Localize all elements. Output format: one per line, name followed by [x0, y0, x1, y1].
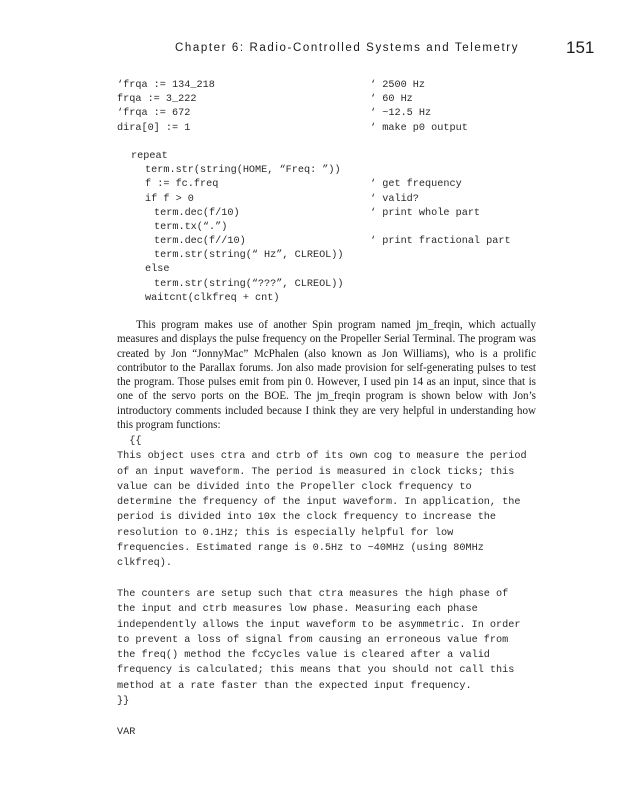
- body-paragraph: This program makes use of another Spin program named jm_freqin, which actually measures and displays the pulse frequency on the Propeller Serial Terminal. The program was created by Jon “JonnyMac” McPhalen (also known as Jon Williams), who is a prolific contributor to the Parallax forums. Jon also made provision for self-generating pulses to test the program. Those pulses emit from pin 0. However, I used pin 14 as an input, since that is one of the servo ports on the BOE. The jm_freqin program is shown below with Jon’s introductory comments included because I think they are very helpful in understanding how this program functions:: [117, 319, 536, 432]
- doc-line: the freq() method the fcCycles value is cleared after a valid: [117, 650, 490, 662]
- doc-comment-listing: [117, 434, 527, 740]
- code-statement: term.dec(f/10): [154, 207, 240, 219]
- code-statement: ‘frqa := 672: [117, 108, 191, 120]
- code-statement: dira[0] := 1: [117, 122, 191, 134]
- code-comment: ‘ make p0 output: [370, 122, 468, 134]
- doc-line: }}: [117, 696, 130, 708]
- doc-line: to prevent a loss of signal from causing an erroneous value from: [117, 634, 509, 646]
- code-statement: term.dec(f//10): [154, 236, 246, 248]
- code-comment: ‘ valid?: [370, 193, 419, 205]
- code-comment: ‘ print fractional part: [370, 236, 511, 248]
- code-comment: ‘ ~12.5 Hz: [370, 108, 432, 120]
- doc-line: the input and ctrb measures low phase. Measuring each phase: [117, 604, 478, 616]
- code-statement: repeat: [131, 150, 168, 162]
- doc-line: {{: [117, 436, 142, 447]
- code-comment: ‘ print whole part: [370, 207, 481, 219]
- code-statement: term.tx(“.”): [154, 221, 228, 233]
- code-statement: term.str(string(HOME, “Freq: ”)): [145, 165, 341, 177]
- code-statement: ‘frqa := 134_218: [117, 80, 215, 91]
- code-statement: term.str(string(“???”, CLREOL)): [154, 278, 344, 290]
- doc-line: VAR: [117, 726, 136, 738]
- code-comment: ‘ get frequency: [370, 179, 462, 191]
- code-statement: term.str(string(“ Hz”, CLREOL)): [154, 250, 344, 262]
- doc-line: independently allows the input waveform to be asymmetric. In order: [117, 619, 521, 631]
- doc-line: resolution to 0.1Hz; this is especially helpful for low: [117, 527, 454, 539]
- doc-line: The counters are setup such that ctra measures the high phase of: [117, 588, 509, 600]
- doc-line: This object uses ctra and ctrb of its own cog to measure the period: [117, 451, 527, 463]
- page-number: 151: [566, 38, 595, 57]
- doc-line: [117, 572, 527, 587]
- doc-line: period is divided into 10x the clock frequency to increase the: [117, 512, 497, 524]
- code-comment: ‘ 2500 Hz: [370, 80, 426, 91]
- code-comment: ‘ 60 Hz: [370, 94, 413, 106]
- doc-line: clkfreq).: [117, 558, 173, 570]
- code-statement: if f > 0: [145, 193, 194, 205]
- doc-line: determine the frequency of the input waveform. In application, the: [117, 497, 521, 509]
- code-statement: else: [145, 264, 170, 276]
- code-statement: frqa := 3_222: [117, 94, 197, 106]
- code-statement: f := fc.freq: [145, 179, 219, 191]
- doc-line: [117, 709, 527, 724]
- doc-line: value can be divided into the Propeller clock frequency to: [117, 481, 472, 493]
- code-statement: waitcnt(clkfreq + cnt): [145, 292, 280, 304]
- doc-line: frequencies. Estimated range is 0.5Hz to ~40MHz (using 80MHz: [117, 543, 484, 555]
- running-header: Chapter 6: Radio-Controlled Systems and Telemetry: [175, 42, 520, 54]
- doc-line: frequency is calculated; this means that you should not call this: [117, 665, 515, 677]
- doc-line: of an input waveform. The period is measured in clock ticks; this: [117, 466, 515, 478]
- doc-line: method at a rate faster than the expected input frequency.: [117, 680, 472, 692]
